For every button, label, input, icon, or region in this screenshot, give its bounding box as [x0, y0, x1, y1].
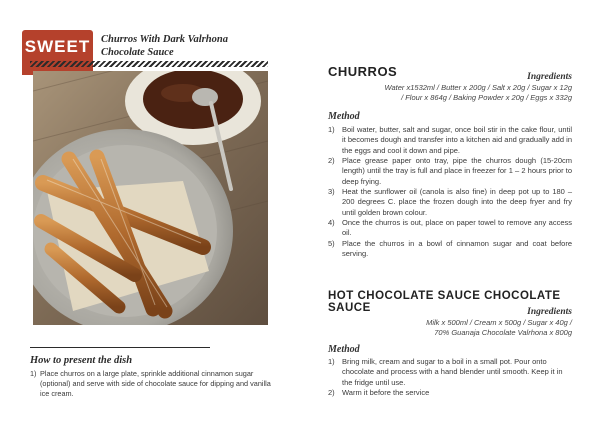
step-text: Place grease paper onto tray, pipe the churros dough (15-20cm length) until the tray is full and place in freezer for 1 – 2 hours prior to deep frying.: [342, 156, 572, 186]
method-step: [328, 218, 572, 239]
method-step: [328, 125, 572, 156]
step-text: Heat the sunflower oil (canola is also fine) in deep pot up to 180 – 200 degrees C. place the frozen dough into the deep fryer and fry until golden brown colour.: [342, 187, 572, 217]
method-step: [328, 187, 572, 218]
churros-method-steps: [328, 125, 572, 259]
presentation-list: [30, 369, 282, 400]
sauce-ingredients-line1: Milk x 500ml / Cream x 500g / Sugar x 40g /: [426, 318, 572, 327]
presentation-heading: How to present the dish: [30, 355, 133, 366]
step-text: Bring milk, cream and sugar to a boil in a small pot. Pour onto chocolate and process with a hand blender until smooth. Keep it in the fridge until use.: [342, 357, 563, 387]
step-number: 1): [328, 125, 335, 134]
decorative-stripes: [30, 61, 268, 67]
churros-ingredients-line2: / Flour x 864g / Baking Powder x 20g / Eggs x 332g: [401, 93, 572, 103]
dish-title-line2: Chocolate Sauce: [101, 47, 174, 58]
churros-ingredients-label: Ingredients: [527, 72, 572, 82]
category-badge: [22, 30, 93, 75]
sauce-heading: HOT CHOCOLATE SAUCE CHOCOLATE SAUCE: [328, 290, 561, 314]
list-item: [30, 369, 282, 400]
method-step: [328, 156, 572, 187]
step-text: Place the churros in a bowl of cinnamon sugar and coat before serving.: [342, 238, 572, 259]
sauce-method-steps: [328, 357, 572, 398]
step-number: 2): [328, 156, 335, 166]
method-step: [328, 357, 572, 388]
list-item-text: Place churros on a large plate, sprinkle additional cinnamon sugar (optional) and serve with side of chocolate sauce for dipping and vanilla ice cream.: [40, 369, 271, 399]
method-step: [328, 239, 572, 260]
section-divider: [30, 347, 210, 348]
churros-photo-illustration: [33, 71, 268, 325]
step-text: Warm it before the service: [342, 388, 430, 398]
step-text: Once the churros is out, place on paper towel to remove any access oil.: [342, 218, 572, 238]
sauce-ingredients: [322, 318, 572, 339]
step-number: 4): [328, 218, 335, 228]
churros-heading: CHURROS: [328, 64, 398, 79]
sauce-method-label: Method: [328, 344, 360, 355]
method-step: [328, 388, 572, 398]
step-text: Boil water, butter, salt and sugar, once boil stir in the cake flour, until it becomes dough and transfer into a kitchen aid and gradually add in the eggs and cool it down and pipe.: [342, 125, 572, 155]
category-badge-label: SWEET: [24, 37, 91, 56]
churros-ingredients-line1: Water x1532ml / Butter x 200g / Salt x 20g / Sugar x 12g: [384, 83, 572, 92]
churros-method-label: Method: [328, 111, 360, 122]
sauce-ingredients-line2: 70% Guanaja Chocolate Valrhona x 800g: [434, 328, 572, 338]
step-number: 2): [328, 388, 335, 398]
step-number: 3): [328, 187, 335, 197]
step-number: 1): [328, 357, 335, 366]
list-item-number: 1): [30, 369, 37, 378]
dish-photo: [33, 71, 268, 325]
sauce-ingredients-label: Ingredients: [527, 307, 572, 317]
dish-title: [101, 33, 261, 59]
dish-title-line1: Churros With Dark Valrhona: [101, 34, 228, 45]
step-number: 5): [328, 238, 335, 248]
churros-ingredients: [322, 83, 572, 104]
